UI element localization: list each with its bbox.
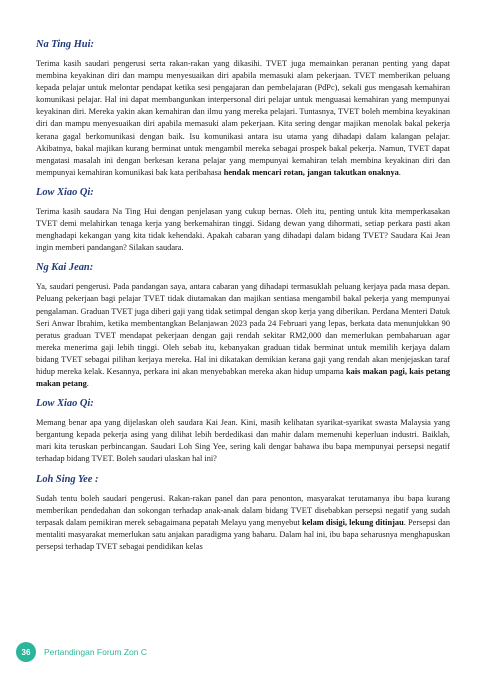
- speaker-paragraph: [36, 493, 450, 553]
- speaker-name: Low Xiao Qi:: [36, 186, 94, 198]
- forum-transcript: [36, 38, 450, 560]
- paragraph-text: Sudah tentu boleh saudari pengerusi. Rakan-rakan panel dan para penonton, masyarakat terutamanya ibu bapa kurang memberikan pendedahan dan sokongan terhadap anak-anak dalam bidang TVET disebabkan persepsi negatif yang sudah terpasak dalam pemikiran merek sebagaimana pepatah Melayu yang menyebut: [36, 493, 450, 527]
- speaker-paragraph: [36, 281, 450, 390]
- page-footer: [16, 642, 147, 662]
- paragraph-text: Memang benar apa yang dijelaskan oleh saudara Kai Jean. Kini, masih kelihatan syarikat-syarikat swasta Malaysia yang bergantung kepada pekerja asing yang dilihat lebih berdedikasi dan mahir dalam memenuhi keperluan industri. Baiklah, mari kita teruskan perbincangan. Saudari Loh Sing Yee, sering kali dengar bahawa ibu bapa mempunyai persepsi negatif terhadap bidang TVET. Boleh saudari ulaskan hal ini?: [36, 418, 450, 464]
- speaker-section: [36, 38, 450, 179]
- speaker-section: [36, 473, 450, 553]
- speaker-paragraph: [36, 58, 450, 179]
- speaker-section: [36, 261, 450, 390]
- speaker-paragraph: [36, 417, 450, 465]
- speaker-paragraph: [36, 206, 450, 254]
- page-number-badge: 36: [16, 642, 36, 662]
- paragraph-text: Terima kasih saudari pengerusi serta rakan-rakan yang dikasihi. TVET juga memainkan peranan penting yang dapat membina keyakinan diri dan mampu menyesuaikan diri apabila memasuki alam pekerjaan. TVET memberikan peluang kepada pelajar untuk melontar pendapat ketika sesi pengajaran dan pembelajaran (PdPc), sekali gus mengasah kemahiran komunikasi pelajar. Hal ini dapat membangunkan interpersonal diri pelajar untuk menguasai kemahiran yang mempunyai keyakinan diri. Mereka yakin akan kemahiran dan ilmu yang mereka pelajari. Tuntasnya, TVET boleh membina keyakinan diri dan mampu menyesuaikan diri apabila memasuki alam pekerjaan. Kita sering dengar majikan menolak bakal pekerja kerana gagal berkomunikasi dengan baik. Isu komunikasi antara isu utama yang dihadapi dalam kalangan pelajar. Akibatnya, bakal majikan kurang berminat untuk mengambil mereka sebagai prospek bakal pekerja. Namun, TVET dapat mengatasi masalah ini dengan berkesan kerana pelajar yang mempunyai kemahiran telah membina keyakinan diri dan mempunyai kemahiran komunikasi bak kata peribahasa: [36, 59, 450, 177]
- speaker-name: Na Ting Hui:: [36, 39, 94, 50]
- paragraph-text: .: [86, 379, 89, 389]
- speaker-name: Ng Kai Jean:: [36, 262, 94, 274]
- paragraph-text: . Persepsi dan mentaliti masyarakat memerlukan satu anjakan paradigma yang baharu. Dalam hal ini, ibu bapa seharusnya menghapuskan persepsi terhadap TVET sebagai pendidikan kelas: [36, 517, 450, 551]
- paragraph-text: .: [398, 167, 401, 177]
- speaker-section: [36, 397, 450, 465]
- proverb-text: hendak mencari rotan, jangan takutkan onaknya: [223, 167, 399, 177]
- paragraph-text: Terima kasih saudara Na Ting Hui dengan penjelasan yang cukup bernas. Oleh itu, penting untuk kita memperkasakan TVET demi melahirkan tenaga kerja yang berkemahiran tinggi. Sidang dewan yang dihormati, setiap perkara pasti akan menghadapi kekangan yang kita tidak kehendaki. Apakah cabaran yang dihadapi dalam bidang TVET? Saudara Kai Jean ingin memberi pandangan? Silakan saudara.: [36, 206, 450, 253]
- proverb-text: kelam disigi, lekung ditinjau: [301, 517, 404, 527]
- speaker-name: Low Xiao Qi:: [36, 398, 94, 410]
- paragraph-text: Ya, saudari pengerusi. Pada pandangan saya, antara cabaran yang dihadapi termasuklah peluang kerjaya pada masa depan. Peluang pekerjaan bagi pelajar TVET tidak diutamakan dan majikan sentiasa mengambil bakal pekerja yang mempunyai pengalaman. Graduan TVET juga diberi gaji yang tidak setimpal dengan skop kerja yang diberikan. Perdana Menteri Datuk Seri Anwar Ibrahim, ketika membentangkan Belanjawan 2023 pada 24 Februari yang lepas, berkata data menunjukkan 90 peratus graduan TVET mendapat pekerjaan dengan gaji rendah sekitar RM2,000 dan memerlukan pembaharuan agar mereka menerima gaji lebih tinggi. Oleh sebab itu, kebanyakan graduan tidak berminat untuk memilih kerjaya dalam bidang TVET sebagai pilihan kerjaya mereka. Hal ini dikatakan demikian kerana gaji yang rendah akan menjejaskan taraf hidup mereka kelak. Kesannya, perkara ini akan menyebabkan mereka akan hidup umpama: [36, 282, 450, 376]
- proverb-text: kais makan pagi, kais petang makan petang: [36, 366, 451, 389]
- speaker-name: Loh Sing Yee :: [36, 473, 99, 485]
- speaker-section: [36, 186, 450, 254]
- footer-title: Pertandingan Forum Zon C: [44, 647, 147, 657]
